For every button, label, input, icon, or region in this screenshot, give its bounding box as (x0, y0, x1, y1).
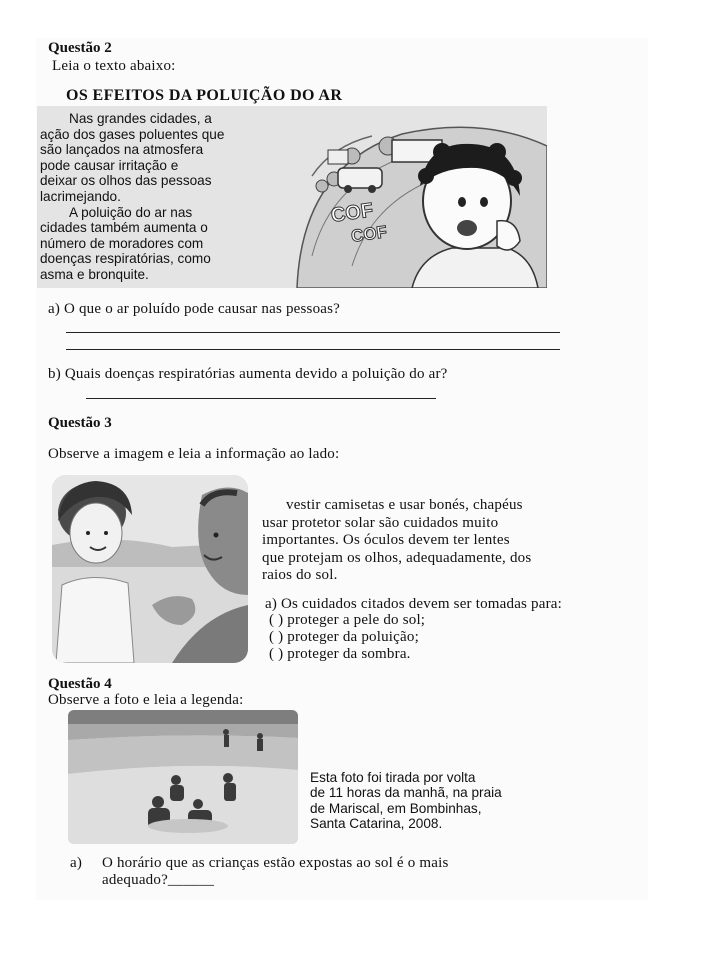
info-line: que protejam os olhos, adequadamente, dos (262, 549, 532, 566)
reading-line: número de moradores com (40, 235, 204, 251)
reading-line: cidades também aumenta o (40, 220, 208, 236)
reading-line: asma e bronquite. (40, 266, 149, 282)
beach-children-photo (68, 710, 298, 844)
reading-heading: OS EFEITOS DA POLUIÇÃO DO AR (66, 87, 343, 104)
answer-line[interactable] (66, 332, 560, 333)
question-2a: a) O que o ar poluído pode causar nas pessoas? (48, 301, 341, 317)
question-4a-label: a) (70, 855, 83, 871)
question-3-options (269, 612, 425, 663)
info-line: vestir camisetas e usar bonés, chapéus (286, 497, 523, 513)
question-2-instruction: Leia o texto abaixo: (52, 58, 176, 74)
reading-line: são lançados na atmosfera (40, 142, 204, 158)
reading-line: pode causar irritação e (40, 157, 179, 173)
reading-line: lacrimejando. (40, 188, 121, 204)
reading-line: doenças respiratórias, como (40, 251, 211, 267)
caption-line: de Mariscal, em Bombinhas, (310, 800, 482, 816)
caption-line: de 11 horas da manhã, na praia (310, 785, 502, 801)
answer-line[interactable] (66, 349, 560, 350)
cough-word: COF (329, 199, 375, 227)
question-4-title: Questão 4 (48, 676, 112, 692)
coughing-boy-illustration (292, 106, 547, 288)
info-line: raios do sol. (262, 567, 338, 583)
option-checkbox[interactable]: ( ) proteger da sombra. (269, 646, 411, 662)
option-checkbox[interactable]: ( ) proteger a pele do sol; (269, 612, 426, 628)
question-2b: b) Quais doenças respiratórias aumenta devido a poluição do ar? (48, 366, 448, 382)
question-3-title: Questão 3 (48, 415, 112, 431)
cough-word: COF (349, 222, 389, 246)
question-3-instruction: Observe a imagem e leia a informação ao lado: (48, 446, 340, 462)
reading-text (40, 111, 224, 283)
info-line: usar protetor solar são cuidados muito (262, 514, 499, 531)
caption-line: Santa Catarina, 2008. (310, 815, 443, 831)
caption-line: Esta foto foi tirada por volta (310, 770, 476, 785)
girl-and-man-beach-photo (52, 475, 248, 663)
reading-line: ação dos gases poluentes que (40, 126, 225, 142)
question-4-instruction: Observe a foto e leia a legenda: (48, 692, 244, 708)
question-4a (102, 855, 449, 889)
info-line: importantes. Os óculos devem ter lentes (262, 532, 510, 548)
question-3a: a) Os cuidados citados devem ser tomadas para: (265, 596, 563, 612)
sun-care-info (262, 497, 531, 585)
reading-line: A poluição do ar nas (69, 204, 193, 220)
question-line: O horário que as crianças estão expostas ao sol é o mais (102, 855, 449, 871)
reading-line: Nas grandes cidades, a (69, 111, 212, 126)
option-checkbox[interactable]: ( ) proteger da poluição; (269, 629, 419, 645)
reading-line: deixar os olhos das pessoas (40, 173, 212, 189)
photo-caption (310, 770, 502, 831)
question-line: adequado?______ (102, 872, 215, 888)
question-2-title: Questão 2 (48, 40, 112, 56)
answer-line[interactable] (86, 398, 436, 399)
